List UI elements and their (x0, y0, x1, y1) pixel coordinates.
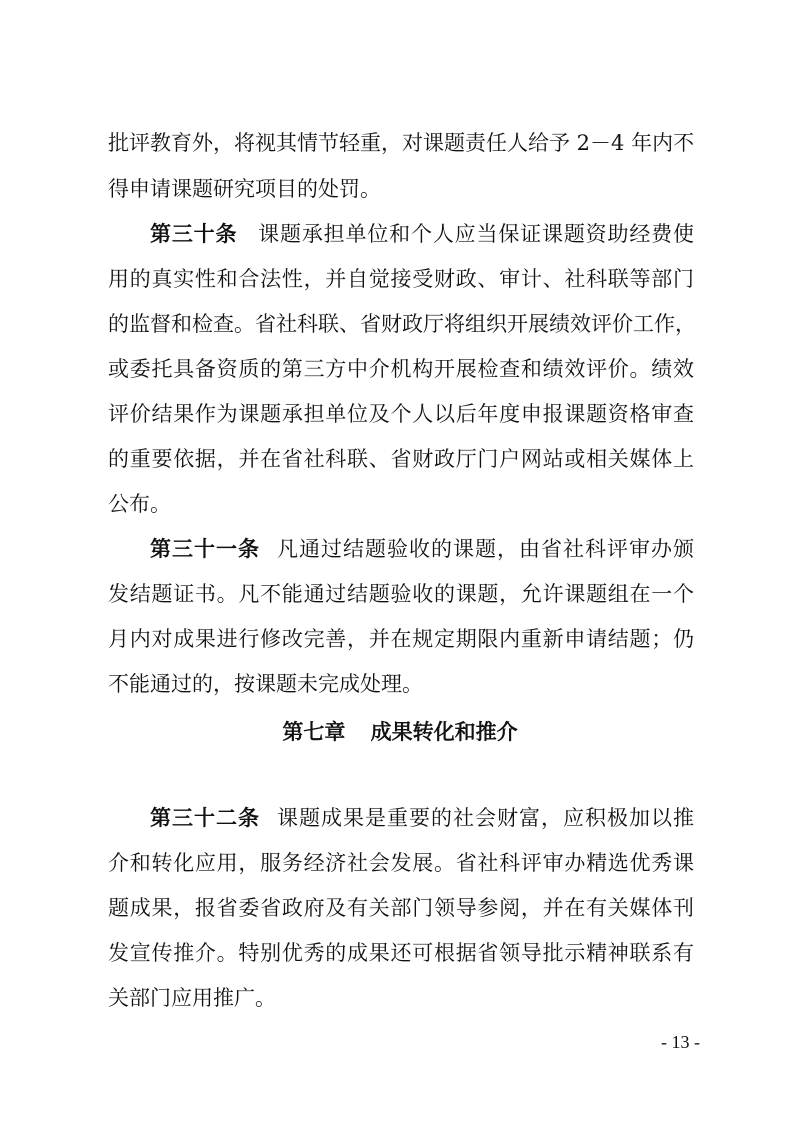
paragraph-line: 不能通过的，按课题未完成处理。 (108, 672, 423, 696)
paragraph-line: 或委托具备资质的第三方中介机构开展检查和绩效评价。绩效 (108, 357, 694, 381)
paragraph-line: 月内对成果进行修改完善，并在规定期限内重新申请结题；仍 (108, 627, 694, 651)
article-text: 课题承担单位和个人应当保证课题资助经费使 (257, 222, 695, 246)
article-heading: 第三十条 (150, 222, 238, 246)
paragraph-line: 用的真实性和合法性，并自觉接受财政、审计、社科联等部门 (108, 267, 694, 291)
chapter-title: 成果转化和推介 (370, 720, 518, 744)
article-text: 课题成果是重要的社会财富，应积极加以推 (276, 806, 694, 830)
article-heading: 第三十二条 (150, 806, 260, 830)
paragraph-line: 得申请课题研究项目的处罚。 (108, 177, 381, 201)
article-heading: 第三十一条 (150, 537, 260, 561)
page-number: - 13 - (661, 1032, 700, 1052)
paragraph-line: 批评教育外，将视其情节轻重，对课题责任人给予 2－4 年内不 (108, 131, 695, 155)
article-31-first-line (150, 534, 694, 564)
chapter-heading (0, 717, 800, 747)
paragraph-line: 公布。 (108, 492, 171, 516)
paragraph-line: 介和转化应用，服务经济社会发展。省社科评审办精选优秀课 (108, 851, 694, 875)
article-32-first-line (150, 803, 694, 833)
paragraph-line: 的监督和检查。省社科联、省财政厅将组织开展绩效评价工作， (108, 312, 696, 336)
chapter-number: 第七章 (282, 720, 346, 744)
paragraph-line: 发宣传推介。特别优秀的成果还可根据省领导批示精神联系有 (108, 941, 694, 965)
article-text: 凡通过结题验收的课题，由省社科评审办颁 (276, 537, 694, 561)
paragraph-line: 评价结果作为课题承担单位及个人以后年度申报课题资格审查 (108, 402, 694, 426)
article-30-first-line (150, 219, 694, 249)
paragraph-line: 的重要依据，并在省社科联、省财政厅门户网站或相关媒体上 (108, 447, 694, 471)
paragraph-line: 题成果，报省委省政府及有关部门领导参阅，并在有关媒体刊 (108, 896, 694, 920)
paragraph-line: 发结题证书。凡不能通过结题验收的课题，允许课题组在一个 (108, 582, 694, 606)
paragraph-line: 关部门应用推广。 (108, 986, 276, 1010)
